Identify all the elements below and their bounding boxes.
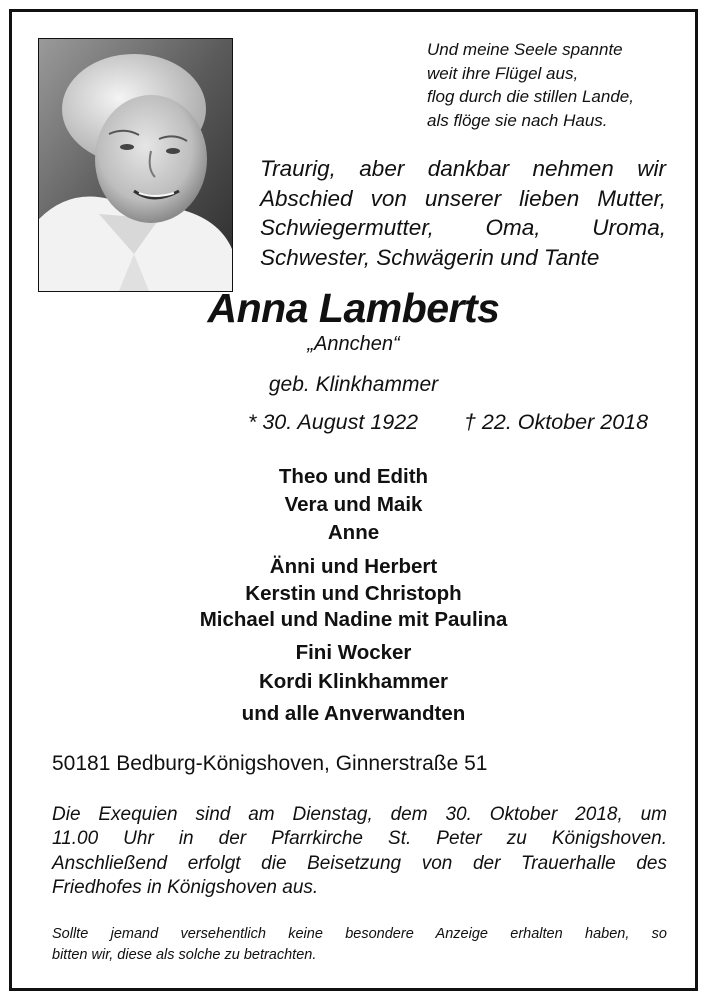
poem [427,38,677,132]
mourner-line: und alle Anverwandten [241,702,466,725]
family-address: 50181 Bedburg-Königshoven, Ginnerstraße 51 [52,752,488,775]
poem-line: flog durch die stillen Lande, [427,87,634,106]
deceased-name: Anna Lamberts [207,285,500,331]
life-dates [248,410,668,435]
deceased-nickname: „Annchen“ [307,333,400,355]
mourner-line: Theo und Edith [278,465,429,488]
mourner-line: Anne [327,521,380,544]
closing-note [52,924,667,966]
exequies-text [52,803,667,900]
exequies-line: Friedhofes in Königshoven aus. [52,876,319,898]
intro-line: Abschied von unserer lieben Mutter, [260,185,666,211]
exequies-line: Anschließend erfolgt die Beisetzung von der Trauerhalle des [52,852,667,874]
exequies-line: Die Exequien sind am Dienstag, dem 30. Oktober 2018, um [52,804,667,825]
poem-line: als flöge sie nach Haus. [427,110,608,130]
mourner-line: Michael und Nadine mit Paulina [199,608,508,631]
birth-name: geb. Klinkhammer [268,373,439,396]
intro-line: Schwester, Schwägerin und Tante [260,244,600,270]
mourner-line: Kerstin und Christoph [245,582,462,605]
mourner-line: Änni und Herbert [269,555,438,578]
note-line: bitten wir, diese als solche zu betrachten. [52,947,317,963]
portrait-photo [38,38,233,292]
note-line: Sollte jemand versehentlich keine besondere Anzeige erhalten haben, so [52,926,667,942]
intro-line: Schwiegermutter, Oma, Uroma, [260,215,666,240]
intro-text [260,154,666,272]
intro-line: Traurig, aber dankbar nehmen wir [260,156,666,181]
death-date: † 22. Oktober 2018 [464,410,649,434]
mourner-line: Fini Wocker [295,641,412,664]
poem-line: Und meine Seele spannte [427,40,623,59]
birth-date: * 30. August 1922 [248,410,419,434]
mourner-line: Vera und Maik [284,493,423,516]
poem-line: weit ihre Flügel aus, [427,63,579,83]
mourner-line: Kordi Klinkhammer [258,670,449,693]
exequies-line: 11.00 Uhr in der Pfarrkirche St. Peter zu Königshoven. [52,828,667,850]
